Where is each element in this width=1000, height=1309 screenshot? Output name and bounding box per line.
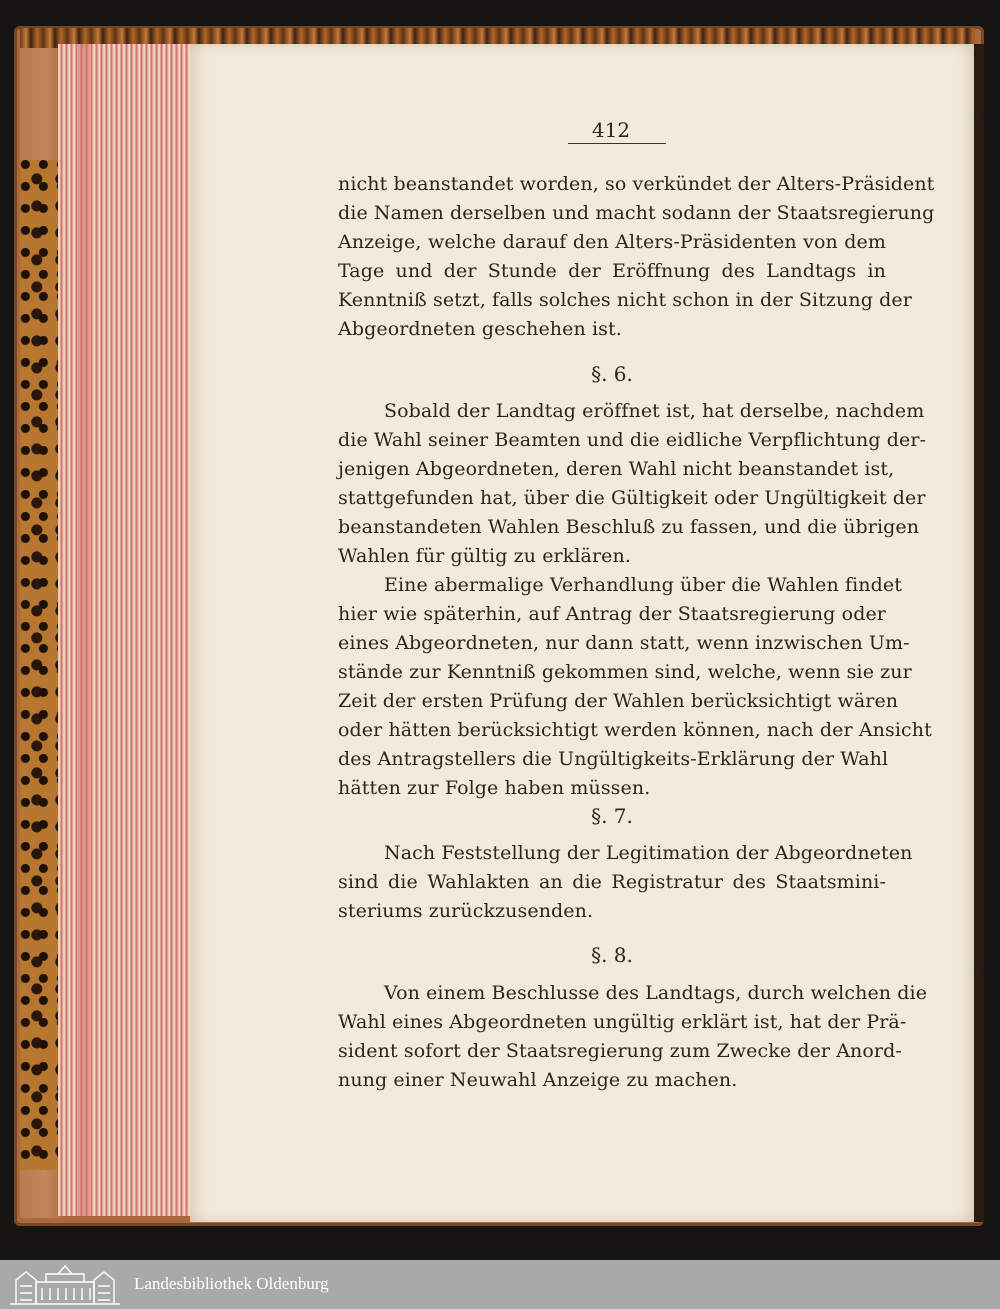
text-line: eines Abgeordneten, nur dann statt, wenn inzwischen Um-	[338, 632, 910, 654]
text-line: nicht beanstandet worden, so verkündet der Alters-Präsident	[338, 173, 935, 195]
text-line: des Antragstellers die Ungültigkeits-Erklärung der Wahl	[338, 748, 889, 770]
text-line: die Wahl seiner Beamten und die eidliche Verpflichtung der-	[338, 429, 927, 451]
text-line: stände zur Kenntniß gekommen sind, welche, wenn sie zur	[338, 661, 912, 683]
text-line: Von einem Beschlusse des Landtags, durch welchen die	[384, 982, 928, 1004]
text-line: steriums zurückzusenden.	[338, 900, 594, 922]
text-line: Wahl eines Abgeordneten ungültig erklärt ist, hat der Prä-	[338, 1011, 907, 1033]
text-line: hätten zur Folge haben müssen.	[338, 777, 651, 799]
text-line: oder hätten berücksichtigt werden können, nach der Ansicht	[338, 719, 932, 741]
section-heading-6: §. 6.	[591, 362, 633, 386]
text-line: stattgefunden hat, über die Gültigkeit oder Ungültigkeit der	[338, 487, 926, 509]
text-line: jenigen Abgeordneten, deren Wahl nicht beanstandet ist,	[338, 458, 895, 480]
text-line: die Namen derselben und macht sodann der Staatsregierung	[338, 202, 935, 224]
text-line: Anzeige, welche darauf den Alters-Präsidenten von dem	[338, 231, 886, 253]
text-line: sident sofort der Staatsregierung zum Zwecke der Anord-	[338, 1040, 902, 1062]
text-line: Nach Feststellung der Legitimation der Abgeordneten	[384, 842, 913, 864]
library-building-logo-icon	[6, 1262, 124, 1306]
section-heading-8: §. 8.	[591, 943, 633, 967]
text-line: nung einer Neuwahl Anzeige zu machen.	[338, 1069, 738, 1091]
text-line: Sobald der Landtag eröffnet ist, hat derselbe, nachdem	[384, 400, 925, 422]
text-line: Abgeordneten geschehen ist.	[338, 318, 622, 340]
section-heading-7: §. 7.	[591, 804, 633, 828]
page-pin-bottom	[975, 968, 980, 975]
page-gutter	[974, 44, 984, 1222]
text-line: Wahlen für gültig zu erklären.	[338, 545, 631, 567]
page-edges	[58, 44, 193, 1216]
library-name[interactable]: Landesbibliothek Oldenburg	[134, 1274, 329, 1293]
text-line: Zeit der ersten Prüfung der Wahlen berücksichtigt wären	[338, 690, 899, 712]
page-number: 412	[591, 118, 631, 142]
text-line: Kenntniß setzt, falls solches nicht schon in der Sitzung der	[338, 289, 912, 311]
text-line: beanstandeten Wahlen Beschluß zu fassen, und die übrigen	[338, 516, 920, 538]
text-line: Tage und der Stunde der Eröffnung des Landtags in	[338, 260, 886, 282]
text-line: hier wie späterhin, auf Antrag der Staatsregierung oder	[338, 603, 886, 625]
marbled-cover-left	[20, 160, 60, 1170]
text-line: Eine abermalige Verhandlung über die Wahlen findet	[384, 574, 902, 596]
text-line: sind die Wahlakten an die Registratur des Staatsmini-	[338, 871, 886, 893]
page-pin-top	[975, 112, 980, 119]
page-number-rule	[568, 143, 666, 144]
